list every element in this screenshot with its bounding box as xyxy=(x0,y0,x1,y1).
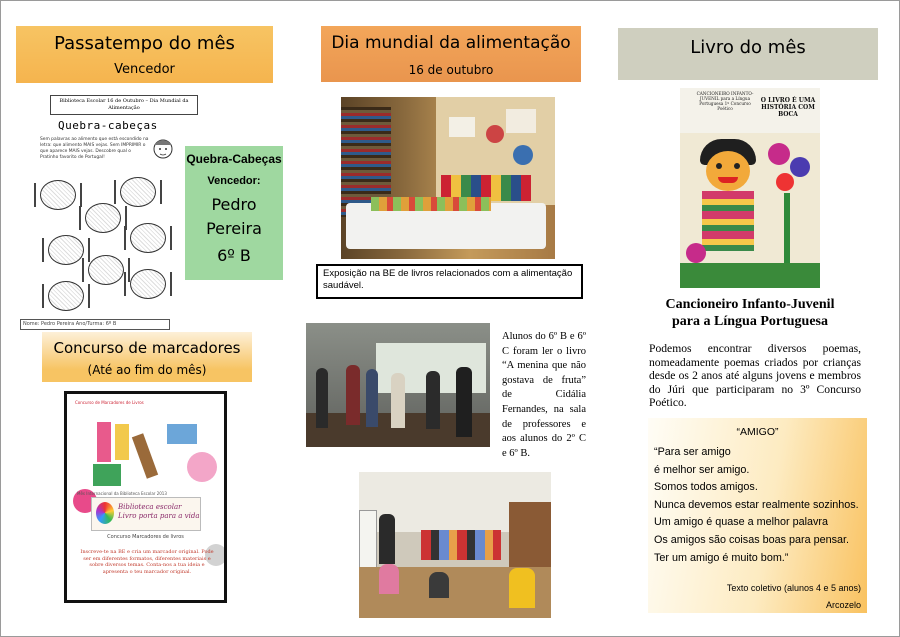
person xyxy=(366,369,378,427)
winner-class: 6º B xyxy=(217,246,251,265)
puzzle-plate xyxy=(130,269,166,299)
book-description: Podemos encontrar diversos poemas, nomeadamente poemas criados por crianças desde os 2 anos até alguns jovens e membros do Júri que participaram no 3º Concurso Poético. xyxy=(649,342,861,409)
puzzle-plate xyxy=(48,281,84,311)
winner-heading: Quebra-Cabeças xyxy=(186,152,282,166)
person xyxy=(316,368,328,428)
banner-date: 16 de outubro xyxy=(408,63,494,77)
puzzle-worksheet-image xyxy=(20,95,189,331)
book-title xyxy=(640,296,860,330)
worksheet-instructions: Sem palavras ao alimento que está escondido na letra: que alimento MAIS vejas. Sem IMPRIMIR o que aparece MAIS vejas. Descobre qual o Pratinho favorito de Portugal! xyxy=(40,137,149,160)
photo-caption-box: Exposição na BE de livros relacionados com a alimentação saudável. xyxy=(316,264,583,299)
banner-food-day xyxy=(321,26,581,82)
winner-name xyxy=(185,193,283,268)
poster-logo-text: Biblioteca escolar Livro porta para a vida xyxy=(118,503,200,520)
book-title-line1: Cancioneiro Infanto-Juvenil xyxy=(665,297,835,312)
poem-line: Os amigos são coisas boas para pensar. xyxy=(654,533,850,546)
banner-title: Dia mundial da alimentação xyxy=(331,33,571,53)
puzzle-plate xyxy=(130,223,166,253)
poem-credit: Texto coletivo (alunos 4 e 5 anos) xyxy=(726,583,861,593)
grass xyxy=(680,263,820,288)
poster-logo xyxy=(91,497,201,531)
flower xyxy=(776,173,794,191)
worksheet-footer: Nome: Pedro Pereira Ano/Turma: 6º B xyxy=(20,319,170,330)
photo-book-exhibition xyxy=(341,97,555,259)
person xyxy=(346,365,360,425)
student-seated xyxy=(509,568,535,608)
banner-title: Passatempo do mês xyxy=(54,33,235,54)
poem-box xyxy=(648,418,867,613)
poem-author: Arcozelo xyxy=(825,600,861,610)
student-seated xyxy=(429,572,449,598)
teacher xyxy=(379,514,395,564)
puzzle-plate xyxy=(120,177,156,207)
person xyxy=(456,367,472,437)
poem-line: “Para ser amigo xyxy=(654,446,731,458)
poster-body: Inscreve-te na BE e cria um marcador original. Pode ser em diferentes formatos, diferentes materiais e sobre diversos temas. Conta-nos a tua ideia e apresenta o teu marcador original. xyxy=(80,549,214,575)
banner-subtitle: Vencedor xyxy=(114,62,175,77)
child-drawing-icon xyxy=(148,135,178,165)
face xyxy=(706,151,750,191)
decorative-flower xyxy=(187,452,217,482)
dress xyxy=(702,191,754,251)
puzzle-plate xyxy=(88,255,124,285)
banner-bookmark-contest xyxy=(42,332,252,382)
poem-title: “AMIGO” xyxy=(736,426,779,438)
bookmark-sample xyxy=(132,433,158,478)
whiteboard xyxy=(359,510,377,570)
door xyxy=(509,502,551,572)
cover-slogan: O LIVRO É UMA HISTÓRIA COM BOCA xyxy=(760,97,816,118)
swirl-logo-icon xyxy=(96,502,114,524)
flower xyxy=(686,243,706,263)
poem-line: Um amigo é quase a melhor palavra xyxy=(654,516,829,529)
student-seated xyxy=(379,564,399,594)
person xyxy=(391,373,405,428)
poster-on-wall xyxy=(506,109,536,133)
poem-line: Ter um amigo é muito bom.” xyxy=(654,551,789,564)
poster-mid-text: Mês Internacional da Biblioteca Escolar 2013 xyxy=(77,491,167,496)
banner-hobby-of-month xyxy=(16,26,273,83)
poem-line: Somos todos amigos. xyxy=(654,481,758,494)
photo-classroom xyxy=(359,472,551,618)
book-cover-image xyxy=(680,88,820,288)
puzzle-plate xyxy=(48,235,84,265)
puzzle-plate xyxy=(85,203,121,233)
poem-line: Nunca devemos estar realmente sozinhos. xyxy=(654,498,859,511)
students-standing xyxy=(421,530,501,560)
bookmark-sample xyxy=(115,424,129,460)
poster-contest-label: Concurso Marcadores de livros xyxy=(107,534,184,540)
winner-box xyxy=(185,146,283,280)
photo-students-reading xyxy=(306,323,490,447)
food-items xyxy=(371,197,491,211)
cover-series-text: CANCIONEIRO INFANTO-JUVENIL para a Língua Portuguesa 1º Concurso Poético xyxy=(696,91,754,111)
poem-line: é melhor ser amigo. xyxy=(654,463,750,476)
contest-subtitle: (Até ao fim do mês) xyxy=(87,363,207,377)
poster-on-wall xyxy=(449,117,475,137)
poster-header: Concurso de Marcadores de Livros xyxy=(75,400,144,405)
winner-label: Vencedor: xyxy=(207,175,261,187)
bookmark-contest-poster xyxy=(64,391,227,603)
flower xyxy=(790,157,810,177)
cover-illustration xyxy=(680,133,820,288)
flower xyxy=(768,143,790,165)
worksheet-header: Biblioteca Escolar 16 de Outubro – Dia Mundial da Alimentação xyxy=(50,95,198,115)
person xyxy=(426,371,440,429)
puzzle-plate xyxy=(40,180,76,210)
plate-on-wall xyxy=(486,125,504,143)
banner-book-of-month xyxy=(618,28,878,80)
bookmark-sample xyxy=(167,424,197,444)
banner-title: Livro do mês xyxy=(690,37,806,58)
worksheet-title: Quebra-cabeças xyxy=(58,119,158,132)
contest-title: Concurso de marcadores xyxy=(53,339,241,357)
winner-first-name: Pedro xyxy=(211,195,257,214)
book-title-line2: para a Língua Portuguesa xyxy=(672,314,828,329)
plate-on-wall xyxy=(513,145,533,165)
bookmark-sample xyxy=(93,464,121,486)
reading-paragraph: Alunos do 6º B e 6º C foram ler o livro “A menina que não gostava de fruta” de Cidália Fernandes, na sala de professores e aos alunos do 2º C e 6º B. xyxy=(502,331,586,459)
bookmark-sample xyxy=(97,422,111,462)
winner-last-name: Pereira xyxy=(206,219,262,238)
